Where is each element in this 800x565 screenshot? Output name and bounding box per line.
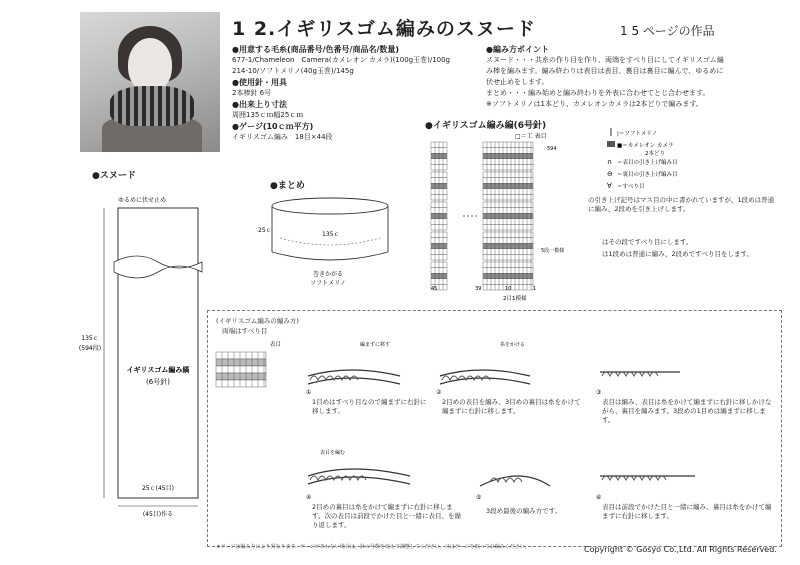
snood-heading: ●スヌード <box>92 171 136 181</box>
chart-row-top: 594 <box>547 146 557 152</box>
chart-cell-row <box>483 153 533 159</box>
chart-cell-row <box>483 249 533 255</box>
chart-cell-row <box>483 279 533 285</box>
step-4-illustration <box>308 449 410 484</box>
chart-legend-key: □＝工 表目 <box>515 133 547 140</box>
chart-cell-row <box>483 178 533 184</box>
step-5-number: ⑤ <box>476 494 482 501</box>
howto-sub: 両端はすべり目 <box>222 327 268 335</box>
legend-cam: ■＝カメレオン カメラ <box>617 143 674 149</box>
legend-cam-symbol <box>607 141 615 147</box>
knitting-points <box>486 44 724 110</box>
step-4-text: 2目めの裏目は糸をかけて編まずに右針に移します。次の表目は前段でかけた目と一緒に表目、を繰り返します。 <box>312 503 461 529</box>
mini-chart-row <box>216 366 266 373</box>
sym-purl-pull-icon: ⊖ <box>607 170 613 178</box>
step-1-text: 1目めはすべり目なので編まずに右針に移します。 <box>312 398 427 415</box>
snood-height-rows: (594段) <box>78 345 102 352</box>
chart-col-45: 45 <box>431 286 438 292</box>
chart-cell-row <box>483 194 533 200</box>
howto-mini-chart <box>212 336 292 396</box>
chart-note-3: は1段めは普通に編み、2段めですべり目をします。 <box>602 250 754 258</box>
chart-cell-row <box>483 232 533 238</box>
chart-cell-row <box>483 148 533 154</box>
circumference-line <box>280 238 380 245</box>
step-3-number: ③ <box>596 389 602 396</box>
chart-cell-row <box>483 164 533 170</box>
finishing-heading: ●まとめ <box>270 181 305 191</box>
step-6-text: 表目は前段でかけた目と一緒に編み、裏目は糸をかけて編まずに右針に移します。 <box>602 503 772 520</box>
step-2-text: 2目めの表目を編み、3目めの裏目は糸をかけて編まずに右針に移します。 <box>442 398 581 415</box>
step-4-number: ④ <box>306 494 312 501</box>
points-text-3: ※ソフトメリノは1本どり、カメレオンカメラは2本どりで編みます。 <box>486 100 703 108</box>
step-6-illustration <box>600 476 695 480</box>
chart-heading: ●イギリスゴム編み編(6号針) <box>425 121 547 131</box>
chart-cell-row <box>483 189 533 195</box>
legend-sym1: ＝表目の引き上げ編み目 <box>617 160 678 166</box>
model-photo <box>80 12 220 152</box>
step-1-illustration <box>308 341 400 384</box>
finishing-yarn: ソフトメリノ <box>310 280 346 287</box>
legend-cam-2: 2本どり <box>645 151 665 157</box>
step-1-tag: 編まずに移す <box>360 342 391 348</box>
chart-repeat-label: 2目1模様 <box>503 296 527 302</box>
page-reference: 1 5 ページの作品 <box>620 24 715 38</box>
howto-chart-label: 表目 <box>270 342 282 348</box>
chart-note-2: はその段ですべり目にします。 <box>602 238 693 246</box>
step-2-illustration <box>440 341 530 384</box>
step-3-text: 表目は編み、表目は糸をかけて編まずに右針に移しかけながら、裏目を編みます。3段めの1目めは編まずに移します。 <box>602 398 772 424</box>
chart-cell-row <box>483 273 533 279</box>
finishing-join-note: 巻きかがる <box>312 271 344 278</box>
chart-cell-row <box>483 262 533 268</box>
chart-cell-row <box>483 208 533 214</box>
chart-row-repeat: 5段一模様 <box>541 248 565 254</box>
snood-break-mark <box>114 256 202 278</box>
finishing-circumference: 135ｃ <box>322 231 340 238</box>
sym-slip-icon: ∀ <box>607 182 612 190</box>
gauge-value: イギリスゴム編み 18目×44段 <box>232 133 333 141</box>
step-1-number: ① <box>306 389 312 396</box>
chart-cell-row <box>483 243 533 249</box>
yarn-line-1: 677-1/Chameleon Camera(カメレオン カメラ)(100g玉巻)/100g <box>232 56 450 64</box>
step-5-illustration <box>480 476 550 486</box>
tube-top <box>272 198 388 214</box>
chart-cell-row <box>483 183 533 189</box>
mini-chart-row <box>216 380 266 387</box>
chart-note-1: の引き上げ記号はマス目の中に書かれていますが、1段めは普通に編み、2段めを引き上げします。 <box>588 196 775 213</box>
chart-cell-row <box>483 254 533 260</box>
step-2-tag: 糸をかける <box>500 342 526 348</box>
tools-value: 2本棒針 6号 <box>232 89 272 97</box>
mini-chart-row <box>216 359 266 366</box>
step-6-number: ⑥ <box>596 494 602 501</box>
chart-cell-row <box>483 238 533 244</box>
finishing-diagram <box>250 190 400 290</box>
step-2-number: ② <box>436 389 442 396</box>
howto-heading: (イギリスゴム編みの編み方) <box>216 317 299 325</box>
chart-cell-row <box>483 142 533 148</box>
chart-col-10: 10 <box>505 286 512 292</box>
snood-outline <box>118 208 198 498</box>
sym-knit-pull-icon: ∩ <box>607 158 613 166</box>
copyright: Copyright © Gosyo Co.,Ltd. All Rights Reserved. <box>584 545 777 554</box>
chart-col-1: 1 <box>533 286 537 292</box>
step-5-text: 3段め最後の編み方です。 <box>486 507 562 515</box>
points-text-1: スヌード・・・共糸の作り目を作り、両端をすべり目にしてイギリスゴム編み棒を編みます。編み終わりは表目は表目、裏目は裏目に編んで、ゆるめに伏せ止めをします。 <box>486 56 724 86</box>
snood-needle: (6号針) <box>146 378 170 386</box>
chart-cell-row <box>483 213 533 219</box>
legend-sym3: ＝すべり目 <box>617 184 645 190</box>
tools-heading: ●使用針・用具 <box>232 78 287 87</box>
footer-note: ★ゲージは編み方により異なります。ゲージがあわない場合は、針の号数を変えて調整してください。又はゲージを取ってお編みください。 <box>216 544 530 550</box>
gauge-heading: ●ゲージ(10ｃｍ平方) <box>232 122 314 131</box>
mini-grid <box>216 352 266 387</box>
chart-cell-row <box>483 159 533 165</box>
snood-pattern-name: イギリスゴム編み縞 <box>126 366 190 374</box>
tube-bottom <box>272 252 388 260</box>
chart-col-39: 39 <box>475 286 482 292</box>
chart-cell-row <box>483 268 533 274</box>
photo-snood <box>110 86 194 126</box>
chart-cell-row <box>483 172 533 178</box>
page-title: 1 2.イギリスゴム編みのスヌード <box>232 18 536 40</box>
snood-top-note: ゆるめに伏せ止め <box>117 197 167 204</box>
step-4-tag: 表目を編む <box>320 450 346 456</box>
legend-sym2: ＝裏目の引き上げ編み目 <box>617 172 678 178</box>
points-heading: ●編み方ポイント <box>486 45 549 54</box>
chart-cell-row <box>483 202 533 208</box>
snood-height: 135ｃ <box>81 335 99 342</box>
yarn-line-2: 214-10/ソフトメリノ(40g玉巻)/145g <box>232 67 354 75</box>
snood-width: 25ｃ(45目) <box>142 485 174 492</box>
photo-face <box>128 38 172 92</box>
points-text-2: まとめ・・・編み始めと編み終わりを外表に合わせてとじ合わせます。 <box>486 89 710 97</box>
step-3-illustration <box>600 372 680 376</box>
chart-cell-row <box>483 224 533 230</box>
chart-cell-row <box>483 219 533 225</box>
size-value: 周囲135ｃｍ幅25ｃｍ <box>232 111 304 119</box>
stitch-chart <box>425 128 725 306</box>
chart-grid <box>431 142 533 290</box>
finishing-height: 25ｃ <box>258 227 272 234</box>
size-heading: ●出来上り寸法 <box>232 100 287 109</box>
snood-cast-on: (45目)作る <box>142 511 174 518</box>
snood-diagram <box>78 190 206 520</box>
mini-chart-row <box>216 352 266 359</box>
mini-chart-row <box>216 373 266 380</box>
yarn-heading: ●用意する毛糸(商品番号/色番号/商品名/数量) <box>232 45 400 54</box>
legend-soft: |＝ソフトメリノ <box>617 131 658 137</box>
